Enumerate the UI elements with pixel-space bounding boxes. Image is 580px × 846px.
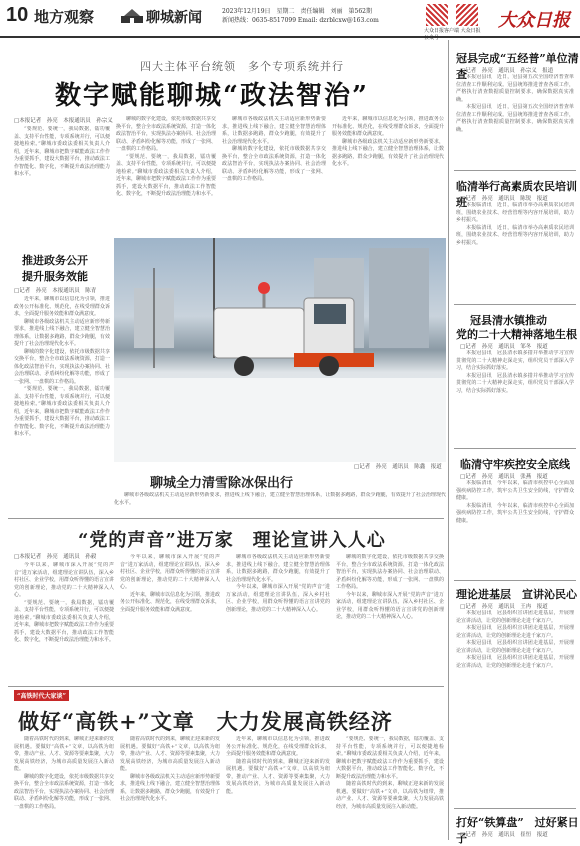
header-info: [222, 7, 412, 25]
paragraph: 今年以来，聊城市深入开展“党的声音”进万家活动，组建理论宣讲队伍，深入乡村社区、企业学校，用群众听得懂的语言宣讲党的创新理论，推动党的二十大精神深入人心。: [14, 562, 114, 598]
paragraph: 聊城市各级政法机关主动适应新形势新要求，推进线上线下融合，建立健全智慧治理体系，让数据多跑路，群众少跑腿，有效提升了社会治理现代化水平。: [222, 116, 326, 145]
snow-clearing-photo: [114, 238, 446, 462]
side-body: [14, 296, 110, 506]
header-date-line: 2023年12月19日 星期二 责任编辑 刘丽 第562期: [222, 8, 372, 15]
photo-caption-body: [114, 492, 446, 514]
second-body-col2: [120, 554, 220, 682]
right-headline-1: 冠县完成“五经普”单位清查: [456, 52, 579, 81]
paragraph: 本报冠县讯 近日，冠县第五次全国经济普查单位清查工作顺利完成。冠县统筹推进普查各项工作，严格执行清查数据质量控制要求，确保数据真实准确。: [456, 104, 574, 133]
right-byline-6: □记者 孙亮 通讯员 崔恒 报道: [460, 832, 548, 838]
paragraph: 聊城市各级政法机关主动适应新形势新要求，推进线上线下融合，建立健全智慧治理体系，让数据多跑路，群众少跑腿，有效提升了社会治理现代化水平。: [114, 492, 446, 506]
paragraph: 本报临清讯 今年以来，临清市疾控中心全面加强疾病防控工作，筑牢公共卫生安全防线，守护群众健康。: [456, 480, 574, 501]
paragraph: 随着高铁时代的到来，聊城正迎来新的发展机遇。要做好“高铁+”文章，以高铁为纽带，推动产业、人才、资源等要素集聚，大力发展高铁经济，为城市高质量发展注入新动能。: [226, 758, 330, 795]
paragraph: 本报临清讯 今年以来，临清市疾控中心全面加强疾病防控工作，筑牢公共卫生安全防线，守护群众健康。: [456, 502, 574, 524]
paragraph: 今年以来，聊城市深入开展“党的声音”进万家活动，组建理论宣讲队伍，深入乡村社区、企业学校，用群众听得懂的语言宣讲党的创新理论，推动党的二十大精神深入人心。: [226, 584, 330, 613]
second-body-col1: [14, 562, 114, 682]
paragraph: 聊城市各级政法机关主动适应新形势新要求，推进线上线下融合，建立健全智慧治理体系，让数据多跑路，群众少跑腿，有效提升了社会治理现代化水平。: [332, 138, 444, 167]
lead-body-col4: [332, 116, 444, 236]
right-headline-6: 打好“铁算盘” 过好紧日子: [456, 816, 579, 845]
second-body-col3: [226, 554, 330, 682]
right-body-4: [456, 480, 574, 576]
third-body-col4: [336, 736, 444, 840]
right-byline-5: □记者 孙亮 通讯员 王冉 报道: [460, 604, 548, 610]
paragraph: 本报冠县讯 冠县组织宣讲团走进基层，开展理论宣讲活动，让党的创新理论走进千家万户。: [456, 610, 574, 624]
third-body-col2: [120, 736, 220, 840]
second-body-col4: [336, 554, 444, 682]
city-logo-icon: [120, 8, 144, 24]
newspaper-logo: 大众日报: [498, 10, 570, 31]
paragraph: 本报冠县讯 冠县组织宣讲团走进基层，开展理论宣讲活动，让党的创新理论走进千家万户。: [456, 640, 574, 654]
second-byline: □本报记者 孙亮 通讯员 孙毅: [14, 554, 97, 560]
right-body-2: [456, 202, 574, 302]
paragraph: 近年来，聊城市以信息化为引领，推进政务公开标准化、规范化，在线受理群众诉求，全面提升服务效能和群众满意度。: [332, 116, 444, 137]
section-rule: [454, 580, 576, 581]
right-body-5: [456, 610, 574, 806]
section-rule: [454, 304, 576, 305]
right-byline-3: □记者 孙亮 通讯员 邹冬 报道: [460, 344, 548, 350]
paragraph: 随着高铁时代的到来，聊城正迎来新的发展机遇。要做好“高铁+”文章，以高铁为纽带，推动产业、人才、资源等要素集聚，大力发展高铁经济，为城市高质量发展注入新动能。: [14, 736, 114, 772]
paragraph: 本报冠县讯 近日，冠县第五次全国经济普查单位清查工作顺利完成。冠县统筹推进普查各项工作，严格执行清查数据质量控制要求，确保数据真实准确。: [456, 74, 574, 103]
paragraph: 今年以来，聊城市深入开展“党的声音”进万家活动，组建理论宣讲队伍，深入乡村社区、企业学校，用群众听得懂的语言宣讲党的创新理论，推动党的二十大精神深入人心。: [336, 591, 444, 620]
section-rule: [454, 448, 576, 449]
page-header: [0, 0, 580, 41]
third-headline: 做好“高铁+”文章 大力发展高铁经济: [18, 709, 393, 734]
column-divider: [448, 40, 449, 840]
photo-credit: □记者 孙亮 通讯员 陈鑫 报道: [354, 464, 442, 470]
lead-body-col1: [14, 126, 110, 238]
third-body-col3: [226, 736, 330, 840]
right-headline-5: 理论进基层 宣讲沁民心: [456, 588, 577, 601]
paragraph: 本报冠县讯 冠县清水镇多措并举推动学习宣传贯彻党的二十大精神走深走实，组织党员干部深入学习，结合实际抓好落实。: [456, 350, 574, 371]
paragraph: 聊城的数字化建设，依托市级数据共享交换平台，整合全市政法系统资源，打造一体化政法智治平台，实现执法办案协同、社会治理联动、矛盾纠纷化解等功能，形成了一张网、一盘棋的工作格局。: [14, 773, 114, 810]
right-headline-3a: 冠县清水镇推动: [470, 314, 547, 327]
paragraph: 聊城的数字化建设，依托市级数据共享交换平台，整合全市政法系统资源，打造一体化政法智治平台，实现执法办案协同、社会治理联动、矛盾纠纷化解等功能，形成了一张网、一盘棋的工作格局。: [14, 348, 110, 385]
lead-byline: □本报记者 孙亮 本报通讯员 孙宗义: [14, 118, 113, 124]
lead-subtitle: 四大主体平台统领 多个专项系统并行: [140, 60, 344, 73]
paragraph: 今年以来，聊城市深入开展“党的声音”进万家活动，组建理论宣讲队伍，深入乡村社区、企业学校，用群众听得懂的语言宣讲党的创新理论，推动党的二十大精神深入人心。: [120, 554, 220, 590]
paragraph: 本报冠县讯 冠县组织宣讲团走进基层，开展理论宣讲活动，让党的创新理论走进千家万户。: [456, 625, 574, 639]
page-number: 10: [6, 4, 29, 26]
qr-code-icon: [456, 4, 478, 26]
qr-code-icon: [426, 4, 448, 26]
section-rule: [454, 808, 576, 809]
paragraph: “要规范、要统一，我局数据，镭功覆盖、支持平台性能，专项系统并行，可以便捷地检索。”聊城市委政法委相关负责人介绍，近年来，聊城市把数字赋能政法工作作为重要抓手，建设大数据平台，推动政法工作智能化、数字化，不断提升政法治理能力和水平。: [14, 386, 110, 437]
lead-body-col3: [222, 116, 326, 236]
section-rule: [454, 170, 576, 171]
paragraph: “要规范、要统一，我局数据，镭功覆盖、支持平台性能，专项系统并行，可以便捷地检索。”聊城市委政法委相关负责人介绍，近年来，聊城市把数字赋能政法工作作为重要抓手，建设大数据平台，推动政法工作智能化、数字化，不断提升政法治理能力和水平。: [14, 126, 110, 177]
paragraph: 近年来，聊城市以信息化为引领，推进政务公开标准化、规范化，在线受理群众诉求，全面提升服务效能和群众满意度。: [226, 736, 330, 757]
paragraph: “要规范、要统一，我局数据，镭功覆盖、支持平台性能，专项系统并行，可以便捷地检索。”聊城市委政法委相关负责人介绍，近年来，聊城市把数字赋能政法工作作为重要抓手，建设大数据平台，推动政法工作智能化、数字化，不断提升政法治理能力和水平。: [116, 153, 216, 197]
qr-caption: 大众日报客户端 大众日报公众号: [424, 28, 481, 41]
paragraph: “要规范、要统一，我局数据，镭功覆盖、支持平台性能，专项系统并行，可以便捷地检索。”聊城市委政法委相关负责人介绍，近年来，聊城市把数字赋能政法工作作为重要抓手，建设大数据平台，推动政法工作智能化、数字化，不断提升政法治理能力和水平。: [336, 736, 444, 780]
paragraph: 本报冠县讯 冠县清水镇多措并举推动学习宣传贯彻党的二十大精神走深走实，组织党员干部深入学习，结合实际抓好落实。: [456, 372, 574, 394]
paragraph: 近年来，聊城市以信息化为引领，推进政务公开标准化、规范化，在线受理群众诉求，全面提升服务效能和群众满意度。: [14, 296, 110, 317]
right-byline-4: □记者 孙亮 通讯员 张燕 报道: [460, 474, 548, 480]
right-headline-3b: 党的二十大精神落地生根: [456, 328, 577, 341]
paragraph: 聊城的数字化建设，依托市级数据共享交换平台，整合全市政法系统资源，打造一体化政法智治平台，实现执法办案协同、社会治理联动、矛盾纠纷化解等功能，形成了一张网、一盘棋的工作格局。: [116, 116, 216, 152]
paragraph: “要规范、要统一，我局数据，镭功覆盖、支持平台性能，专项系统并行，可以便捷地检索。”聊城市委政法委相关负责人介绍，近年来，聊城市把数字赋能政法工作作为重要抓手，建设大数据平台，推动政法工作智能化、数字化，不断提升政法治理能力和水平。: [14, 599, 114, 643]
third-body-col1: [14, 736, 114, 840]
paragraph: 近年来，聊城市以信息化为引领，推进政务公开标准化、规范化，在线受理群众诉求，全面提升服务效能和群众满意度。: [120, 591, 220, 613]
header-contact-line: 新闻热线：0635-8517099 Email: dzrblcxw@163.com: [222, 17, 379, 24]
right-headline-2: 临清举行高素质农民培训班: [456, 180, 577, 209]
paragraph: 聊城的数字化建设，依托市级数据共享交换平台，整合全市政法系统资源，打造一体化政法智治平台，实现执法办案协同、社会治理联动、矛盾纠纷化解等功能，形成了一张网、一盘棋的工作格局。: [336, 554, 444, 590]
photo-caption-title: 聊城全力清雪除冰保出行: [150, 476, 294, 491]
paragraph: 本报临清讯 近日，临清市举办高素质农民培训班，围绕农业技术、经营管理等内容开展培训，助力乡村振兴。: [456, 224, 574, 246]
lead-body-col2: [116, 116, 216, 236]
right-byline-1: □记者 孙亮 通讯员 孙宗义 报道: [460, 68, 554, 74]
right-byline-2: □记者 孙亮 通讯员 陈锐 报道: [460, 196, 548, 202]
paragraph: 聊城市各级政法机关主动适应新形势新要求，推进线上线下融合，建立健全智慧治理体系，让数据多跑路，群众少跑腿，有效提升了社会治理现代化水平。: [120, 773, 220, 802]
paragraph: 随着高铁时代的到来，聊城正迎来新的发展机遇。要做好“高铁+”文章，以高铁为纽带，推动产业、人才、资源等要素集聚，大力发展高铁经济，为城市高质量发展注入新动能。: [336, 781, 444, 810]
section-rule: [8, 518, 444, 519]
right-body-1: [456, 74, 574, 166]
section-subtitle: 聊城新闻: [146, 10, 202, 26]
right-headline-4: 临清守牢疾控安全底线: [460, 458, 570, 471]
paragraph: 聊城的数字化建设，依托市级数据共享交换平台，整合全市政法系统资源，打造一体化政法智治平台，实现执法办案协同、社会治理联动、矛盾纠纷化解等功能，形成了一张网、一盘棋的工作格局。: [222, 146, 326, 182]
paragraph: 随着高铁时代的到来，聊城正迎来新的发展机遇。要做好“高铁+”文章，以高铁为纽带，推动产业、人才、资源等要素集聚，大力发展高铁经济，为城市高质量发展注入新动能。: [120, 736, 220, 772]
side-headline-1: 推进政务公开: [22, 254, 88, 267]
paragraph: 聊城市各级政法机关主动适应新形势新要求，推进线上线下融合，建立健全智慧治理体系，让数据多跑路，群众少跑腿，有效提升了社会治理现代化水平。: [14, 318, 110, 347]
paragraph: 本报冠县讯 冠县组织宣讲团走进基层，开展理论宣讲活动，让党的创新理论走进千家万户。: [456, 655, 574, 669]
right-body-3: [456, 350, 574, 444]
snowplow-illustration: [114, 238, 446, 462]
paragraph: 聊城市各级政法机关主动适应新形势新要求，推进线上线下融合，建立健全智慧治理体系，让数据多跑路，群众少跑腿，有效提升了社会治理现代化水平。: [226, 554, 330, 583]
side-headline-2: 提升服务效能: [22, 270, 88, 283]
paragraph: 本报临清讯 近日，临清市举办高素质农民培训班，围绕农业技术、经营管理等内容开展培训，助力乡村振兴。: [456, 202, 574, 223]
side-byline: □记者 孙亮 本报通讯员 陈青: [14, 288, 97, 294]
lead-headline: 数字赋能聊城“政法智治”: [55, 81, 369, 111]
section-rule: [8, 686, 444, 687]
second-headline: “党的声音”进万家 理论宣讲入人心: [78, 530, 386, 551]
section-title: 地方观察: [34, 8, 95, 26]
topic-banner: “高铁时代大家谈”: [14, 690, 69, 701]
